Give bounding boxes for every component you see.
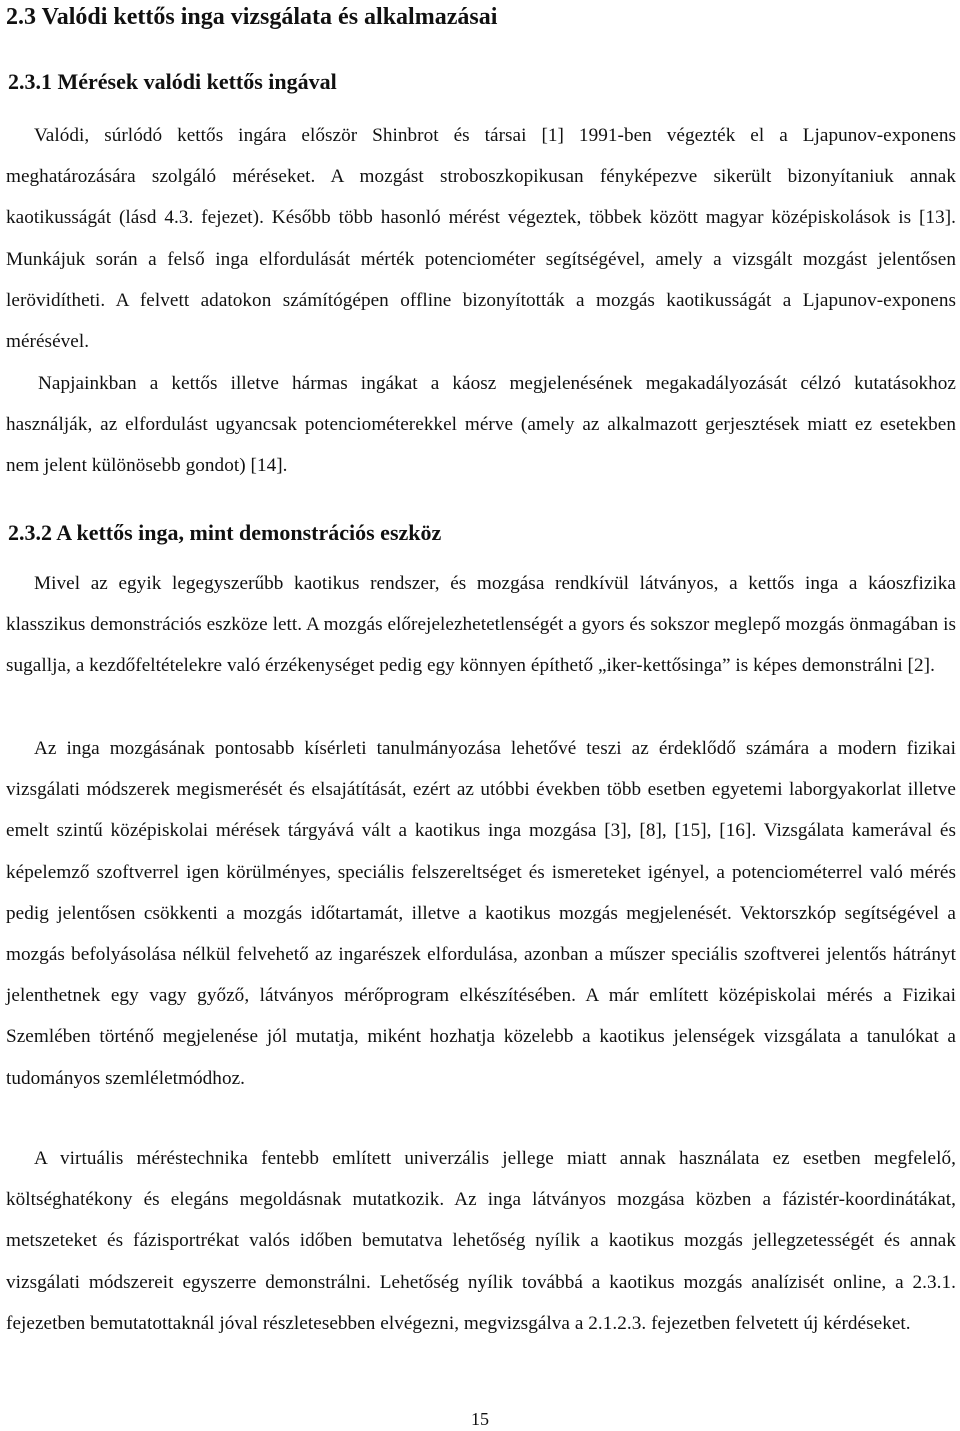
page-number: 15 bbox=[471, 1409, 489, 1429]
section-heading: 2.3 Valódi kettős inga vizsgálata és alkalmazásai bbox=[6, 4, 498, 30]
paragraph-shinbrot: Valódi, súrlódó kettős ingára először Shinbrot és társai [1] 1991-ben végezték el a Ljapunov-exponens meghatározására szolgáló méréseket. A mozgást stroboszkopikusan fényképezve sikerült bizonyítaniuk annak kaotikusságát (lásd 4.3. fejezet). Később több hasonló mérést végeztek, többek között magyar középiskolások is [13]. Munkájuk során a felső inga elfordulását mérték potenciométer segítségével, amely a vizsgált mozgást jelentősen lerövidítheti. A felvett adatokon számítógépen offline bizonyították a mozgás kaotikusságát a Ljapunov-exponens mérésével. bbox=[6, 125, 956, 353]
paragraph-virtualis: A virtuális méréstechnika fentebb említett univerzális jellege miatt annak használata ez esetben megfelelő, költséghatékony és elegáns megoldásnak mutatkozik. Az inga látványos mozgása közben a fázistér-koordinátákat, metszeteket és fázisportrékat valós időben bemutatva lehetőség nyílik a kaotikus mozgás jellegzetességét és annak vizsgálati módszereit egyszerre demonstrálni. Lehetőség nyílik továbbá a kaotikus mozgás analízisét online, a 2.3.1. fejezetben bemutatottaknál jóval részletesebben elvégezni, megvizsgálva a 2.1.2.3. fejezetben felvetett új kérdéseket. bbox=[6, 1148, 956, 1334]
paragraph-napjainkban: Napjainkban a kettős illetve hármas ingákat a káosz megjelenésének megakadályozását célzó kutatásokhoz használják, az elfordulást ugyancsak potenciométerekkel mérve (amely az alkalmazott gerjesztések miatt ez esetekben nem jelent különösebb gondot) [14]. bbox=[6, 373, 956, 477]
subsection-heading-2-3-1: 2.3.1 Mérések valódi kettős ingával bbox=[8, 69, 337, 94]
paragraph-mivel: Mivel az egyik legegyszerűbb kaotikus rendszer, és mozgása rendkívül látványos, a kettős inga a káoszfizika klasszikus demonstrációs eszköze lett. A mozgás előrejelezhetetlenségét a gyors és sokszor meglepő mozgás önmagában is sugallja, a kezdőfeltételekre való érzékenységet pedig egy könnyen építhető „iker-kettősinga” is képes demonstrálni [2]. bbox=[6, 573, 956, 677]
subsection-heading-2-3-2: 2.3.2 A kettős inga, mint demonstrációs eszköz bbox=[8, 520, 442, 545]
paragraph-az-inga: Az inga mozgásának pontosabb kísérleti tanulmányozása lehetővé teszi az érdeklődő számára a modern fizikai vizsgálati módszerek megismerését és elsajátítását, ezért az utóbbi években több esetben egyetemi laborgyakorlat illetve emelt szintű középiskolai mérések tárgyává vált a kaotikus inga mozgása [3], [8], [15], [16]. Vizsgálata kamerával és képelemző szoftverrel igen körülményes, speciális felszereltséget és ismereteket igényel, a potenciométerrel való mérés pedig jelentősen csökkenti a mozgás időtartamát, illetve a kaotikus mozgás megjelenését. Vektorszkóp segítségével a mozgás befolyásolása nélkül felvehető az ingarészek elfordulása, azonban a műszer speciális szoftverei jelentős hátrányt jelenthetnek egy vagy győző, látványos mérőprogram elkészítésében. A már említett középiskolai mérés a Fizikai Szemlében történő megjelenése jól mutatja, miként hozhatja közelebb a kaotikus jelenségek vizsgálata a tanulókat a tudományos szemléletmódhoz. bbox=[6, 738, 956, 1089]
